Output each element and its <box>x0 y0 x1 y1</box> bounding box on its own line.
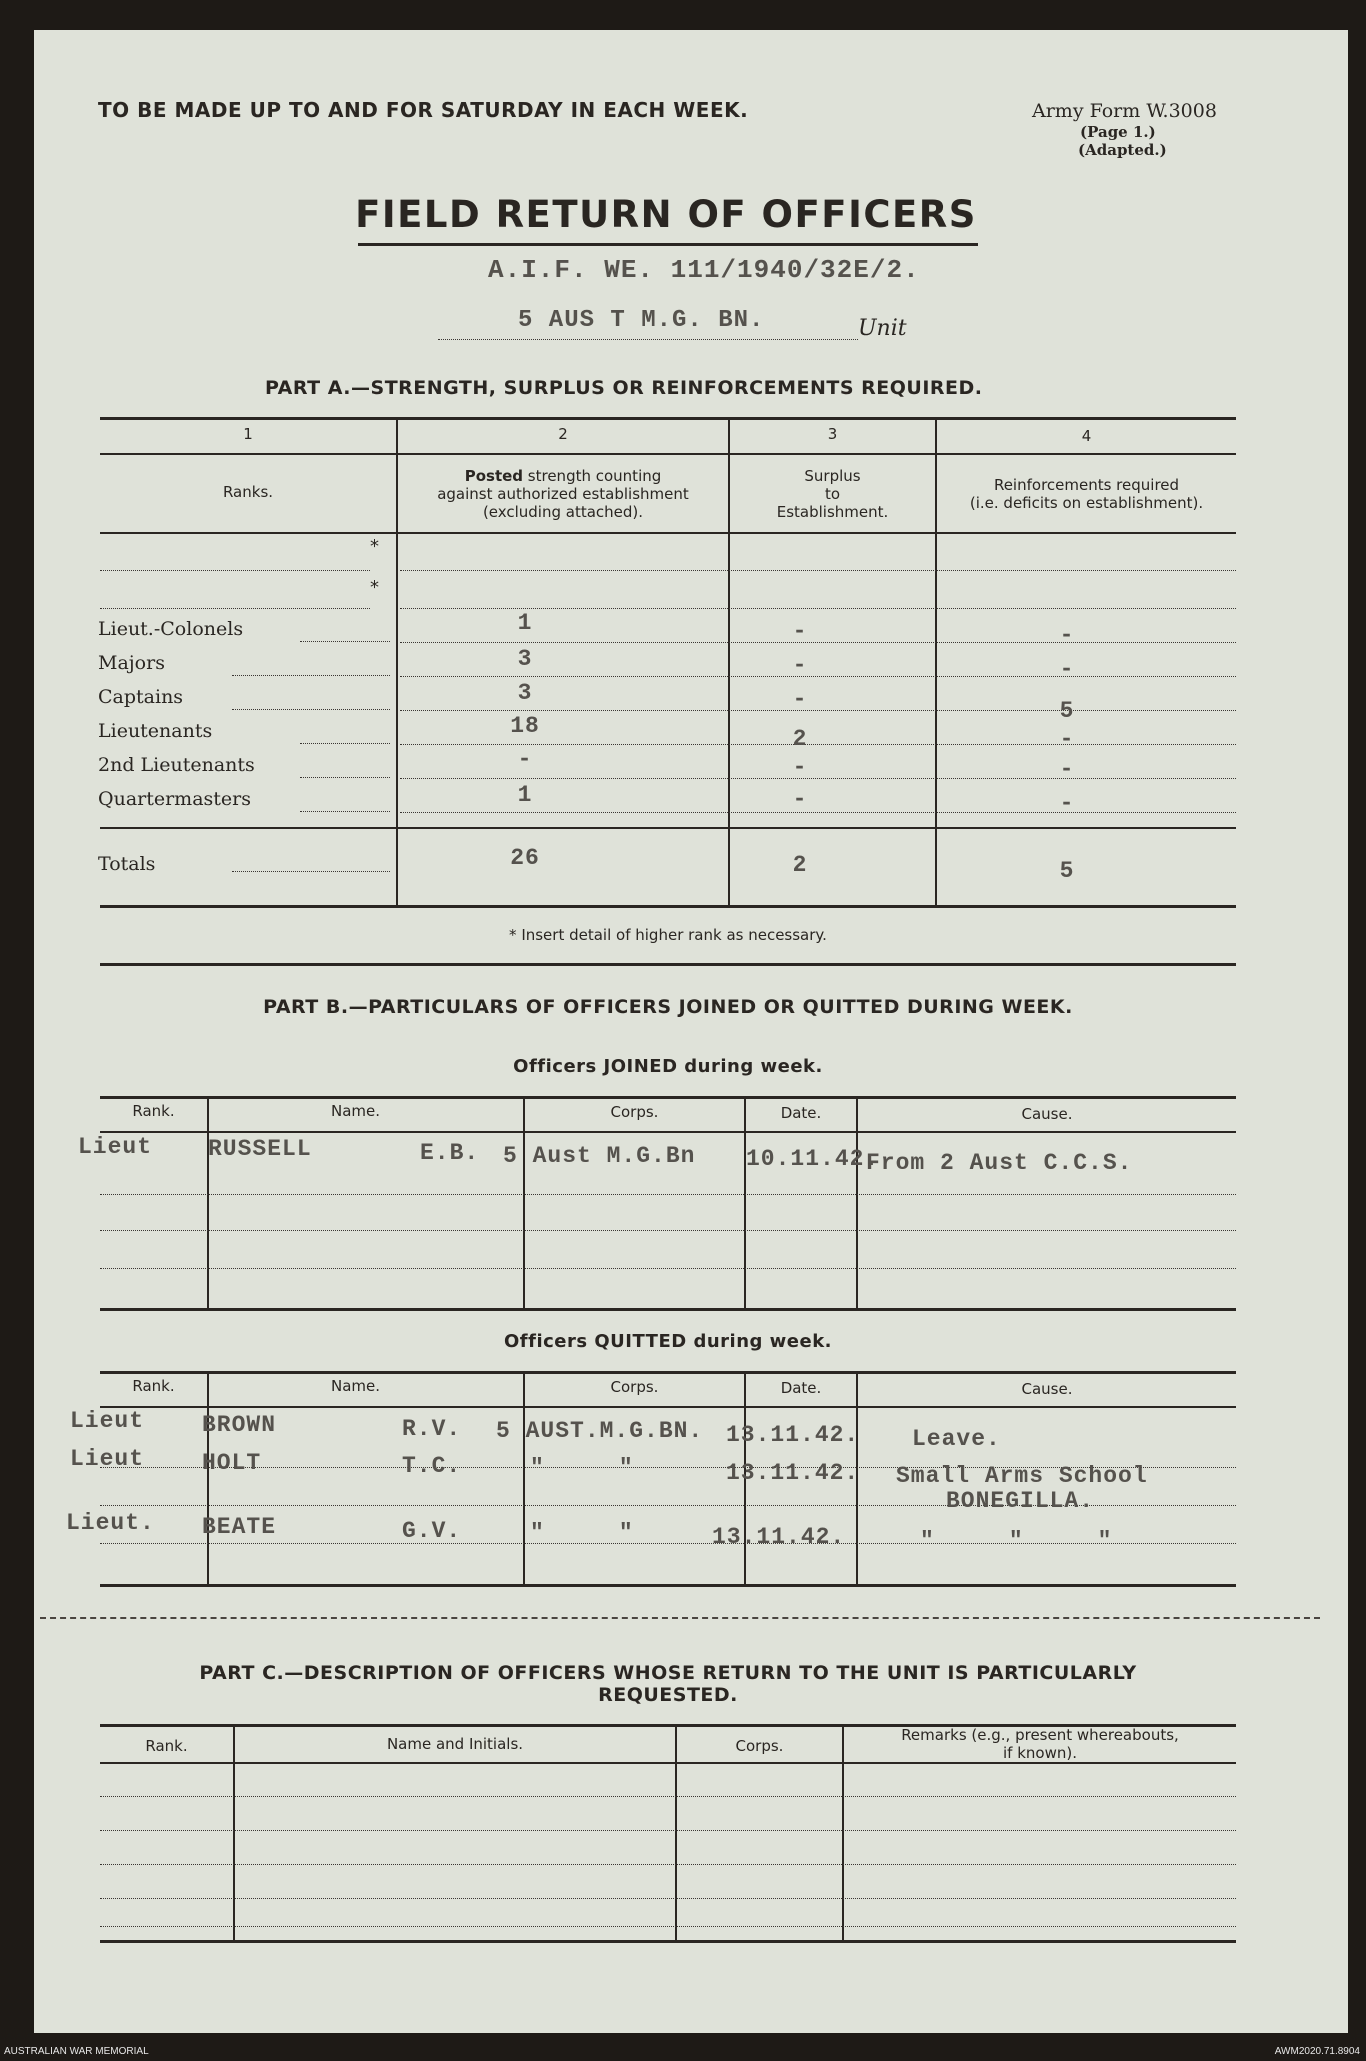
posted-lieut-colonels: 1 <box>517 610 533 636</box>
surplus-quartermasters: - <box>792 786 808 812</box>
reinf-lieutenants: - <box>1059 726 1075 752</box>
quitted-col-corps: Corps. <box>610 1378 659 1396</box>
quitted-col-cause: Cause. <box>1021 1380 1073 1398</box>
col-number-1: 1 <box>243 425 253 443</box>
form-number: Army Form W.3008 <box>1032 100 1217 122</box>
joined-col-date: Date. <box>780 1104 822 1122</box>
joined-date: 10.11.42. <box>746 1146 880 1172</box>
quitted-2-corps: " " <box>530 1455 634 1481</box>
joined-corps: 5 Aust M.G.Bn <box>503 1143 696 1169</box>
asterisk-1: * <box>370 536 379 557</box>
rank-lieutenants: Lieutenants <box>98 720 213 742</box>
unit-dotted-line <box>438 339 858 340</box>
reinf-2nd-lieutenants: - <box>1059 756 1075 782</box>
rank-2nd-lieutenants: 2nd Lieutenants <box>98 754 255 776</box>
totals-surplus: 2 <box>792 852 808 878</box>
reinf-lieut-colonels: - <box>1059 622 1075 648</box>
instruction-text: TO BE MADE UP TO AND FOR SATURDAY IN EACH WEEK. <box>98 98 749 122</box>
quitted-3-date: 13.11.42. <box>712 1524 846 1550</box>
joined-col-name: Name. <box>331 1102 381 1120</box>
quitted-3-corps: " " <box>530 1520 634 1546</box>
part-c-col-name: Name and Initials. <box>386 1735 524 1753</box>
quitted-1-initials: R.V. <box>402 1416 462 1442</box>
joined-surname: RUSSELL <box>208 1136 312 1162</box>
part-a-heading: PART A.—STRENGTH, SURPLUS OR REINFORCEMENTS REQUIRED. <box>265 377 983 399</box>
surplus-lieutenants: 2 <box>792 726 808 752</box>
col-number-4: 4 <box>1081 427 1092 445</box>
part-c-col-corps: Corps. <box>735 1737 784 1755</box>
col-ranks-header: Ranks. <box>222 483 274 501</box>
quitted-col-name: Name. <box>331 1377 381 1395</box>
reinf-captains: 5 <box>1059 698 1075 724</box>
quitted-1-corps: 5 AUST.M.G.BN. <box>496 1418 704 1444</box>
quitted-heading: Officers QUITTED during week. <box>503 1331 833 1352</box>
asterisk-2: * <box>370 577 379 598</box>
posted-lieutenants: 18 <box>510 713 540 739</box>
quitted-2-initials: T.C. <box>402 1453 462 1479</box>
adapted-label: (Adapted.) <box>1078 141 1167 159</box>
joined-heading: Officers JOINED during week. <box>513 1056 823 1077</box>
col-number-2: 2 <box>558 425 568 443</box>
quitted-2-cause: Small Arms School <box>896 1463 1148 1489</box>
col-posted-header: Posted strength counting against authorized establishment (excluding attached). <box>437 467 689 521</box>
rank-captains: Captains <box>98 686 184 708</box>
joined-col-rank: Rank. <box>132 1102 175 1120</box>
quitted-2-surname: HOLT <box>202 1450 262 1476</box>
part-a-bottom-rule <box>100 963 1236 966</box>
rank-quartermasters: Quartermasters <box>98 788 251 810</box>
totals-reinf: 5 <box>1059 858 1075 884</box>
unit-label: Unit <box>858 316 907 341</box>
rank-majors: Majors <box>98 652 165 674</box>
perforation-line <box>40 1617 1320 1619</box>
posted-quartermasters: 1 <box>517 782 533 808</box>
form-title: FIELD RETURN OF OFFICERS <box>355 193 977 236</box>
rank-lieut-colonels: Lieut.-Colonels <box>98 618 244 640</box>
quitted-3-initials: G.V. <box>402 1518 462 1544</box>
part-c-heading: PART C.—DESCRIPTION OF OFFICERS WHOSE RETURN TO THE UNIT IS PARTICULARLY REQUESTED. <box>199 1662 1137 1706</box>
part-a-footnote: * Insert detail of higher rank as necessary. <box>509 926 827 944</box>
quitted-3-rank: Lieut. <box>66 1510 155 1536</box>
quitted-2-date: 13.11.42. <box>726 1460 860 1486</box>
part-b-heading: PART B.—PARTICULARS OF OFFICERS JOINED OR QUITTED DURING WEEK. <box>263 996 1073 1018</box>
unit-name: 5 AUS T M.G. BN. <box>518 307 765 334</box>
surplus-captains: - <box>792 686 808 712</box>
col-surplus-header: Surplus to Establishment. <box>776 467 889 521</box>
part-c-col-remarks: Remarks (e.g., present whereabouts, if known). <box>901 1726 1179 1762</box>
page-number: (Page 1.) <box>1080 123 1156 141</box>
surplus-2nd-lieutenants: - <box>792 754 808 780</box>
totals-posted: 26 <box>510 845 540 871</box>
part-a-top-rule <box>100 417 1236 420</box>
quitted-col-date: Date. <box>780 1379 822 1397</box>
quitted-col-rank: Rank. <box>132 1377 175 1395</box>
joined-cause: From 2 Aust C.C.S. <box>866 1150 1133 1176</box>
joined-col-cause: Cause. <box>1021 1105 1073 1123</box>
surplus-lieut-colonels: - <box>792 618 808 644</box>
footer-accession-number: AWM2020.71.8904 <box>1274 2046 1360 2057</box>
quitted-1-cause: Leave. <box>912 1426 1001 1452</box>
posted-majors: 3 <box>517 646 533 672</box>
col-reinforcements-header: Reinforcements required (i.e. deficits on establishment). <box>969 476 1204 512</box>
quitted-2-rank: Lieut <box>70 1446 145 1472</box>
title-underline <box>358 243 978 246</box>
joined-initials: E.B. <box>420 1140 480 1166</box>
quitted-3-surname: BEATE <box>202 1514 277 1540</box>
quitted-1-surname: BROWN <box>202 1412 277 1438</box>
reinf-quartermasters: - <box>1059 790 1075 816</box>
footer-archive-name: AUSTRALIAN WAR MEMORIAL <box>4 2046 149 2057</box>
quitted-1-rank: Lieut <box>70 1408 145 1434</box>
we-reference: A.I.F. WE. 111/1940/32E/2. <box>488 255 920 285</box>
totals-label: Totals <box>98 853 156 875</box>
col-number-3: 3 <box>827 425 838 443</box>
quitted-1-date: 13.11.42. <box>726 1422 860 1448</box>
reinf-majors: - <box>1059 656 1075 682</box>
joined-rank: Lieut <box>78 1134 153 1160</box>
part-c-col-rank: Rank. <box>145 1737 188 1755</box>
posted-captains: 3 <box>517 680 533 706</box>
quitted-2-cause-line2: BONEGILLA. <box>946 1488 1095 1514</box>
quitted-3-cause: " " " <box>920 1528 1113 1554</box>
surplus-majors: - <box>792 652 808 678</box>
posted-2nd-lieutenants: - <box>517 746 533 772</box>
joined-col-corps: Corps. <box>610 1103 659 1121</box>
